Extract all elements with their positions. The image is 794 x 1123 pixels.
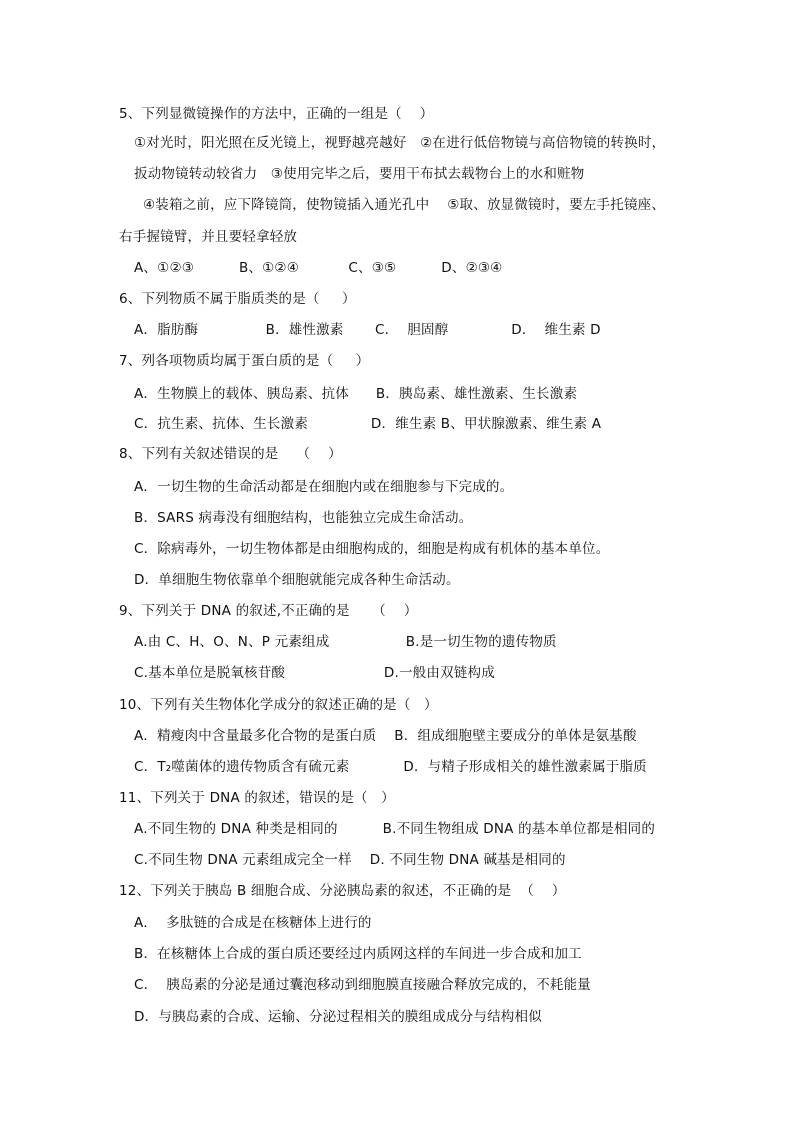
question-text-line: A．一切生物的生命活动都是在细胞内或在细胞参与下完成的。 bbox=[134, 479, 514, 495]
question-stem: 5、下列显微镜操作的方法中，正确的一组是（ ） bbox=[119, 106, 434, 122]
question-text-line: 右手握镜臂，并且要轻拿轻放 bbox=[119, 229, 298, 245]
question-text-line: 扳动物镜转动较省力 ③使用完毕之后，要用干布拭去载物台上的水和赃物 bbox=[134, 166, 585, 182]
question-text-line: A.由 C、H、O、N、P 元素组成 B.是一切生物的遗传物质 bbox=[134, 634, 557, 650]
question-stem: 9、下列关于 DNA 的叙述,不正确的是 （ ） bbox=[119, 603, 418, 619]
question-text-line: C．除病毒外，一切生物体都是由细胞构成的，细胞是构成有机体的基本单位。 bbox=[134, 541, 610, 557]
question-stem: 12、下列关于胰岛 B 细胞合成、分泌胰岛素的叙述，不正确的是 （ ） bbox=[119, 883, 566, 899]
question-text-line: ①对光时，阳光照在反光镜上，视野越亮越好 ②在进行低倍物镜与高倍物镜的转换时， bbox=[134, 135, 666, 151]
question-stem: 11、下列关于 DNA 的叙述，错误的是（ ） bbox=[119, 790, 395, 806]
question-text-line: B．在核糖体上合成的蛋白质还要经过内质网这样的车间进一步合成和加工 bbox=[134, 946, 582, 962]
question-stem: 8、下列有关叙述错误的是 （ ） bbox=[119, 446, 342, 462]
question-stem: 6、下列物质不属于脂质类的是（ ） bbox=[119, 291, 356, 307]
question-text-line: C.基本单位是脱氧核苷酸 D.一般由双链构成 bbox=[134, 665, 495, 681]
question-stem: 10、下列有关生物体化学成分的叙述正确的是（ ） bbox=[119, 697, 438, 713]
question-text-line: A．脂肪酶 B．雄性激素 C． 胆固醇 D． 维生素 D bbox=[134, 322, 601, 338]
question-text-line: ④装箱之前，应下降镜筒，使物镜插入通光孔中 ⑤取、放显微镜时，要左手托镜座、 bbox=[134, 197, 666, 213]
question-text-line: C．T₂噬菌体的遗传物质含有硫元素 D．与精子形成相关的雄性激素属于脂质 bbox=[134, 759, 647, 775]
question-text-line: C． 胰岛素的分泌是通过囊泡移动到细胞膜直接融合释放完成的，不耗能量 bbox=[134, 977, 592, 993]
question-text-line: C.不同生物 DNA 元素组成完全一样 D. 不同生物 DNA 碱基是相同的 bbox=[134, 852, 566, 868]
question-stem: 7、列各项物质均属于蛋白质的是（ ） bbox=[119, 353, 370, 369]
question-text-line: A． 多肽链的合成是在核糖体上进行的 bbox=[134, 915, 372, 931]
question-text-line: A．精瘦肉中含量最多化合物的是蛋白质 B．组成细胞壁主要成分的单体是氨基酸 bbox=[134, 728, 637, 744]
question-text-line: D．单细胞生物依靠单个细胞就能完成各种生命活动。 bbox=[134, 572, 460, 588]
question-text-line: B．SARS 病毒没有细胞结构，也能独立完成生命活动。 bbox=[134, 510, 473, 526]
question-text-line: A.不同生物的 DNA 种类是相同的 B.不同生物组成 DNA 的基本单位都是相同的 bbox=[134, 821, 656, 837]
question-text-line: D．与胰岛素的合成、运输、分泌过程相关的膜组成成分与结构相似 bbox=[134, 1009, 542, 1025]
question-text-line: C．抗生素、抗体、生长激素 D．维生素 B、甲状腺激素、维生素 A bbox=[134, 416, 602, 432]
question-text-line: A、①②③ B、①②④ C、③⑤ D、②③④ bbox=[134, 260, 503, 276]
question-text-line: A．生物膜上的载体、胰岛素、抗体 B．胰岛素、雄性激素、生长激素 bbox=[134, 386, 578, 402]
